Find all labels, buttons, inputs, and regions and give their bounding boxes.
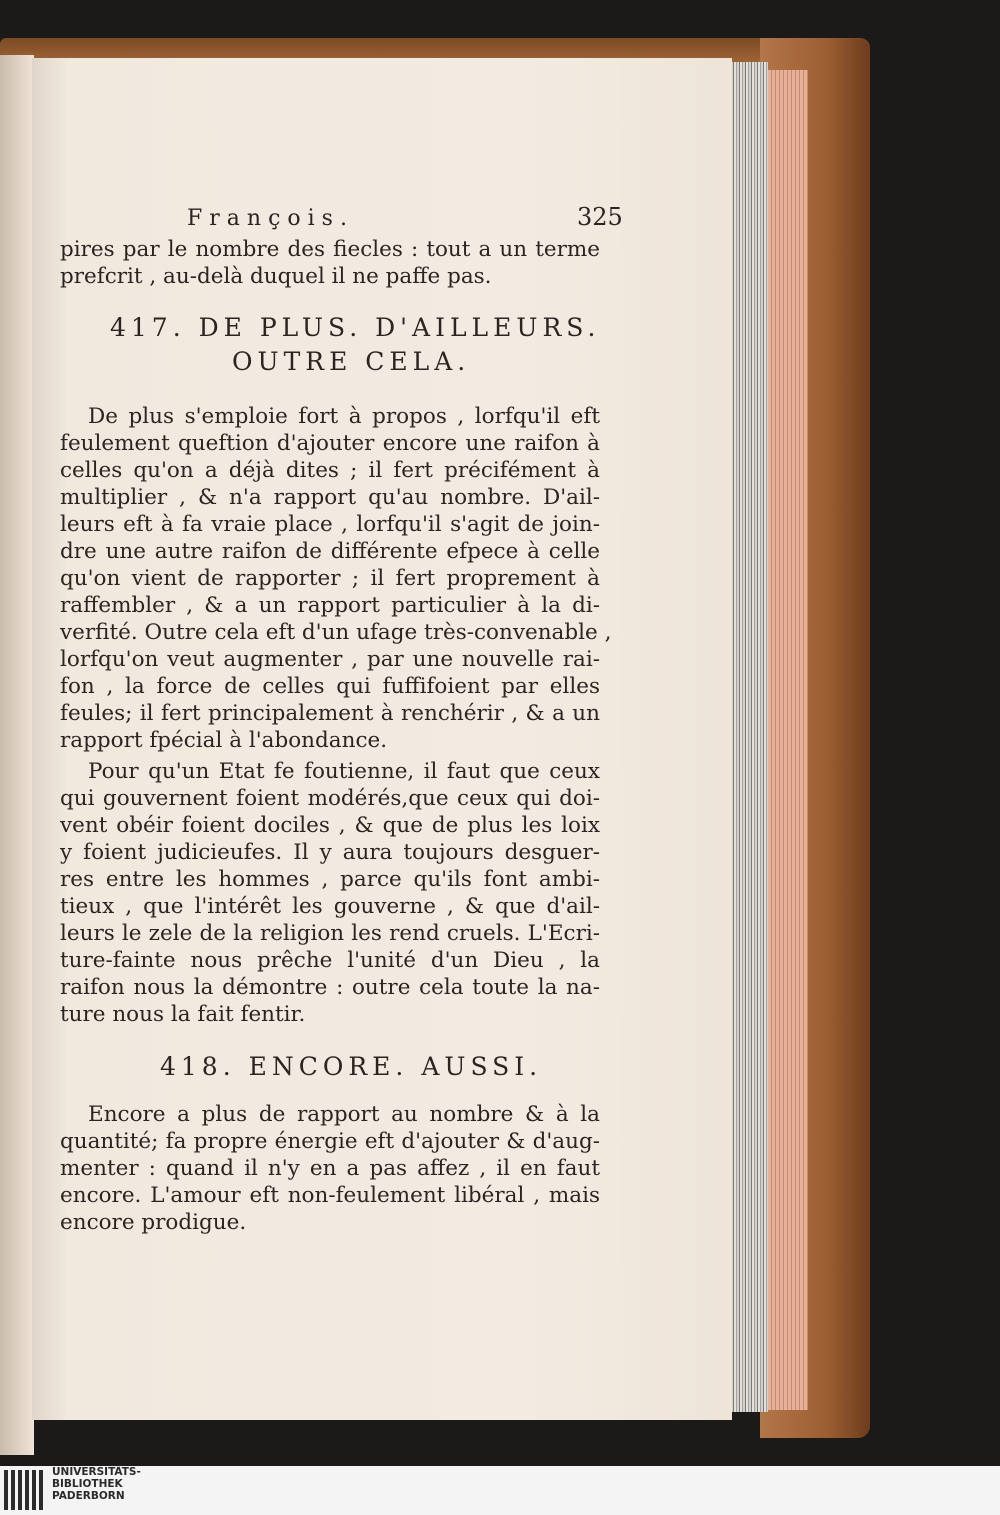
text-line: prefcrit , au-delà duquel il ne paffe pas. xyxy=(60,264,492,289)
text-line: raffembler , & a un rapport particulier à la di- xyxy=(60,593,600,618)
text-line: lorfqu'on veut augmenter , par une nouvelle rai- xyxy=(60,647,600,672)
text-line: menter : quand il n'y en a pas affez , il en faut xyxy=(60,1156,600,1181)
text-line: raifon nous la démontre : outre cela toute la na- xyxy=(60,975,600,1000)
text-line: De plus s'emploie fort à propos , lorfqu'il eft xyxy=(88,404,600,429)
text-line: multiplier , & n'a rapport qu'au nombre. D'ail- xyxy=(60,485,600,510)
text-line: dre une autre raifon de différente efpece à celle xyxy=(60,539,600,564)
running-title: François. xyxy=(187,206,354,231)
text-line: pires par le nombre des fiecles : tout a un terme xyxy=(60,237,600,262)
text-line: ture nous la fait fentir. xyxy=(60,1002,306,1027)
text-line: verfité. Outre cela eft d'un ufage très-convenable , xyxy=(60,620,612,645)
text-line: celles qu'on a déjà dites ; il fert précifément à xyxy=(60,458,600,483)
logo-line: UNIVERSITÄTS- xyxy=(52,1466,141,1478)
text-line: res entre les hommes , parce qu'ils font ambi- xyxy=(60,867,600,892)
text-line: tieux , que l'intérêt les gouverne , & que d'ail- xyxy=(60,894,600,919)
text-line: encore prodigue. xyxy=(60,1210,247,1235)
text-line: feules; il fert principalement à renchérir , & a un xyxy=(60,701,600,726)
text-line: qu'on vient de rapporter ; il fert proprement à xyxy=(60,566,600,591)
page-number: 325 xyxy=(577,203,623,231)
text-line: leurs le zele de la religion les rend cruels. L'Ecri- xyxy=(60,921,600,946)
text-line: Pour qu'un Etat fe foutienne, il faut que ceux xyxy=(88,759,600,784)
library-logo-icon xyxy=(4,1470,48,1510)
text-line: vent obéir foient dociles , & que de plus les loix xyxy=(60,813,600,838)
text-line: y foient judicieufes. Il y aura toujours desguer- xyxy=(60,840,600,865)
text-line: quantité; fa propre énergie eft d'ajouter & d'aug- xyxy=(60,1129,600,1154)
text-line: qui gouvernent foient modérés,que ceux qui doi- xyxy=(60,786,600,811)
text-line: leurs eft à fa vraie place , lorfqu'il s'agit de join- xyxy=(60,512,600,537)
book-page xyxy=(32,58,732,1420)
text-line: Encore a plus de rapport au nombre & à la xyxy=(88,1102,600,1127)
page-edges xyxy=(728,62,768,1412)
text-line: fon , la force de celles qui fuffifoient par elles xyxy=(60,674,600,699)
text-line: feulement queftion d'ajouter encore une raifon à xyxy=(60,431,600,456)
page-edges-outer xyxy=(768,70,808,1410)
logo-line: BIBLIOTHEK xyxy=(52,1478,123,1490)
section-417-subtitle: OUTRE CELA. xyxy=(232,347,471,376)
text-line: ture-fainte nous prêche l'unité d'un Dieu , la xyxy=(60,948,600,973)
library-logo-text xyxy=(52,1466,141,1502)
facing-page-edge xyxy=(0,55,34,1455)
library-footer xyxy=(0,1466,1000,1515)
text-line: rapport fpécial à l'abondance. xyxy=(60,728,388,753)
section-418-title: 418. ENCORE. AUSSI. xyxy=(160,1052,543,1081)
section-417-title: 417. DE PLUS. D'AILLEURS. xyxy=(110,313,601,342)
logo-line: PADERBORN xyxy=(52,1490,125,1502)
text-line: encore. L'amour eft non-feulement libéral , mais xyxy=(60,1183,600,1208)
